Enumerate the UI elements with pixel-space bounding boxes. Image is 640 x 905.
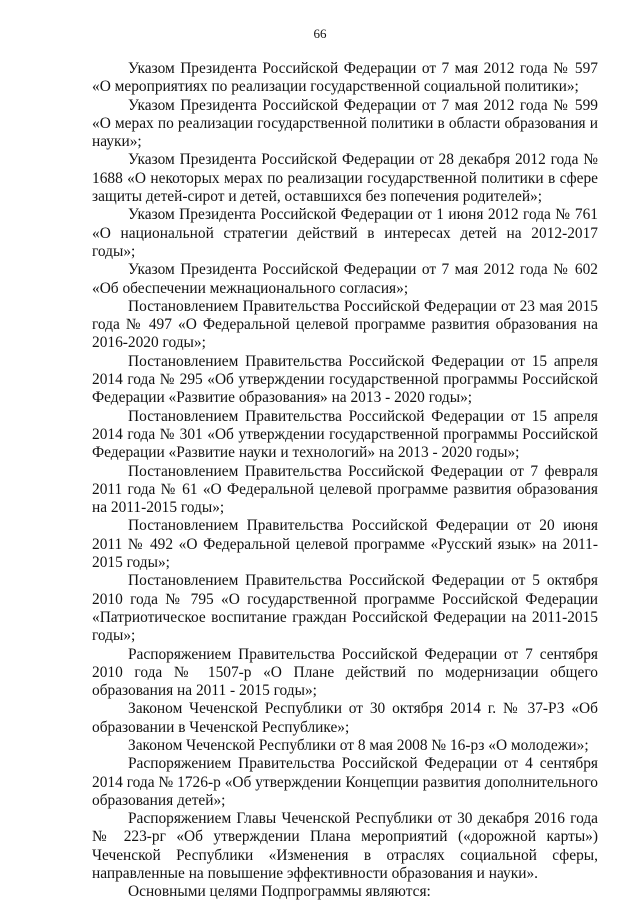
paragraph-resolution-301: Постановлением Правительства Российской Федерации от 15 апреля 2014 года № 301 «Об утверждении государственной программы Российской Федерации «Развитие науки и технологий» на 2013 - 2020 годы»;	[92, 407, 598, 462]
paragraph-resolution-61: Постановлением Правительства Российской Федерации от 7 февраля 2011 года № 61 «О Федеральной целевой программе развития образования на 2011-2015 годы»;	[92, 462, 598, 517]
paragraph-resolution-795: Постановлением Правительства Российской Федерации от 5 октября 2010 года № 795 «О государственной программе Российской Федерации «Патриотическое воспитание граждан Российской Федерации на 2011-2015 годы»;	[92, 572, 598, 645]
paragraph-order-223: Распоряжением Главы Чеченской Республики от 30 декабря 2016 года № 223-рг «Об утверждении Плана мероприятий («дорожной карты») Чеченской Республики «Изменения в отраслях социальной сферы, направленные на повышение эффективности образования и науки».	[92, 810, 598, 883]
paragraph-decree-602: Указом Президента Российской Федерации от 7 мая 2012 года № 602 «Об обеспечении межнационального согласия»;	[92, 261, 598, 297]
paragraph-order-1507: Распоряжением Правительства Российской Федерации от 7 сентября 2010 года № 1507-р «О Плане действий по модернизации общего образования на 2011 - 2015 годы»;	[92, 645, 598, 700]
paragraph-decree-599: Указом Президента Российской Федерации от 7 мая 2012 года № 599 «О мерах по реализации государственной политики в области образования и науки»;	[92, 96, 598, 151]
paragraph-law-16: Законом Чеченской Республики от 8 мая 2008 № 16-рз «О молодежи»;	[128, 736, 589, 754]
paragraph-goals-intro: Основными целями Подпрограммы являются:	[128, 883, 431, 901]
paragraph-law-37: Законом Чеченской Республики от 30 октября 2014 г. № 37-РЗ «Об образовании в Чеченской Республике»;	[92, 700, 598, 736]
paragraph-resolution-497: Постановлением Правительства Российской Федерации от 23 мая 2015 года № 497 «О Федеральной целевой программе развития образования на 2016-2020 годы»;	[92, 297, 598, 352]
paragraph-decree-597: Указом Президента Российской Федерации от 7 мая 2012 года № 597 «О мероприятиях по реализации государственной социальной политики»;	[92, 60, 598, 96]
paragraph-resolution-492: Постановлением Правительства Российской Федерации от 20 июня 2011 № 492 «О Федеральной целевой программе «Русский язык» на 2011-2015 годы»;	[92, 517, 598, 572]
paragraph-order-1726: Распоряжением Правительства Российской Федерации от 4 сентября 2014 года № 1726-р «Об утверждении Концепции развития дополнительного образования детей»;	[92, 755, 598, 809]
document-body	[92, 60, 598, 902]
paragraph-decree-1688: Указом Президента Российской Федерации от 28 декабря 2012 года № 1688 «О некоторых мерах по реализации государственной политики в сфере защиты детей-сирот и детей, оставшихся без попечения родителей»;	[92, 151, 598, 206]
page-number: 66	[313, 26, 327, 41]
paragraph-decree-761: Указом Президента Российской Федерации от 1 июня 2012 года № 761 «О национальной стратегии действий в интересах детей на 2012-2017 годы»;	[92, 206, 598, 260]
paragraph-resolution-295: Постановлением Правительства Российской Федерации от 15 апреля 2014 года № 295 «Об утверждении государственной программы Российской Федерации «Развитие образования» на 2013 - 2020 годы»;	[92, 352, 598, 407]
